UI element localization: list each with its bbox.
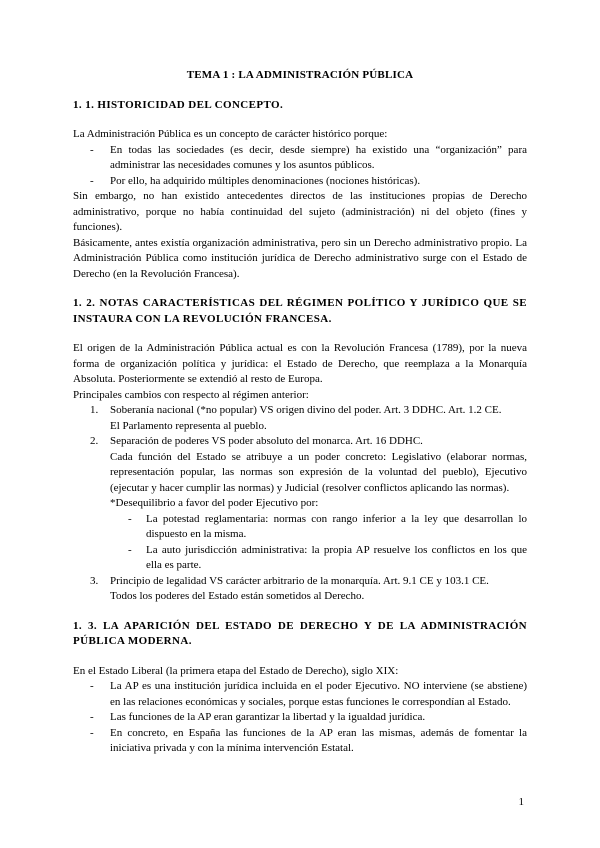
section-1-heading: 1. 1. HISTORICIDAD DEL CONCEPTO. — [73, 98, 284, 111]
numbered-item-detail: El Parlamento representa al pueblo. — [110, 419, 267, 432]
list-item — [73, 143, 527, 174]
page-number: 1 — [518, 796, 524, 808]
bullet-marker: - — [128, 512, 132, 525]
list-item — [73, 726, 527, 757]
numbered-item — [73, 574, 527, 605]
bullet-marker: - — [90, 711, 94, 723]
section-2-paragraph: Principales cambios con respecto al régimen anterior: — [73, 388, 309, 401]
section-1-intro: La Administración Pública es un concepto de carácter histórico porque: — [73, 128, 388, 140]
list-item-text: En todas las sociedades (es decir, desde siempre) ha existido una “organización” para administrar las necesidades comunes y los asuntos públicos. — [110, 143, 527, 171]
item-number: 2. — [90, 435, 99, 447]
numbered-item-text: Separación de poderes VS poder absoluto del monarca. Art. 16 DDHC. — [110, 435, 423, 447]
sub-list-item — [73, 543, 527, 574]
item-number: 1. — [90, 404, 99, 416]
numbered-item-text: Soberanía nacional (*no popular) VS origen divino del poder. Art. 3 DDHC. Art. 1.2 CE. — [110, 404, 502, 416]
section-2-heading: 1. 2. NOTAS CARACTERÍSTICAS DEL RÉGIMEN POLÍTICO Y JURÍDICO QUE SE INSTAURA CON LA REVOLUCIÓN FRANCESA. — [73, 297, 527, 325]
section-1-paragraph: Sin embargo, no han existido antecedentes directos de las instituciones propias de Derecho administrativo, porque no había continuidad del sujeto (administración) ni del objeto (fines y funciones). — [73, 190, 527, 233]
section-3-intro: En el Estado Liberal (la primera etapa del Estado de Derecho), siglo XIX: — [73, 664, 399, 677]
section-1-paragraph: Básicamente, antes existía organización administrativa, pero sin un Derecho administrativo propio. La Administración Pública como institución jurídica de Derecho administrativo surge con el Estado de Derecho (en la Revolución Francesa). — [73, 236, 527, 280]
numbered-item — [73, 403, 527, 434]
document-body — [73, 68, 527, 757]
numbered-item-note: *Desequilibrio a favor del poder Ejecutivo por: — [110, 497, 319, 509]
list-item — [73, 679, 527, 710]
bullet-marker: - — [90, 726, 94, 739]
numbered-item — [73, 434, 527, 512]
numbered-item-detail: Cada función del Estado se atribuye a un poder concreto: Legislativo (elaborar normas, representación popular, las normas son expresión de la voluntad del pueblo), Ejecutivo (ejecutar y hacer cumplir las normas) y Judicial (resolver conflictos aplicando las normas). — [110, 450, 527, 494]
list-item-text: Las funciones de la AP eran garantizar la libertad y la igualdad jurídica. — [110, 711, 426, 723]
bullet-marker: - — [128, 543, 132, 556]
list-item-text: La AP es una institución jurídica incluida en el poder Ejecutivo. NO interviene (se abstiene) en las relaciones económicas y sociales, porque estas funciones le correspondían al Estado. — [110, 680, 527, 708]
bullet-marker: - — [90, 174, 94, 187]
sub-list-item — [73, 512, 527, 543]
list-item-text: Por ello, ha adquirido múltiples denominaciones (nociones históricas). — [110, 174, 421, 187]
item-number: 3. — [90, 574, 99, 587]
bullet-marker: - — [90, 143, 94, 156]
bullet-marker: - — [90, 680, 94, 692]
list-item-text: En concreto, en España las funciones de la AP eran las mismas, además de fomentar la iniciativa privada y con la mínima intervención Estatal. — [110, 726, 527, 754]
section-3-heading: 1. 3. LA APARICIÓN DEL ESTADO DE DERECHO Y DE LA ADMINISTRACIÓN PÚBLICA MODERNA. — [73, 619, 527, 647]
sub-list-item-text: La potestad reglamentaria: normas con rango inferior a la ley que desarrollan lo dispuesto en la misma. — [146, 512, 527, 540]
numbered-item-text: Principio de legalidad VS carácter arbitrario de la monarquía. Art. 9.1 CE y 103.1 CE. — [110, 574, 489, 587]
section-2-paragraph: El origen de la Administración Pública actual es con la Revolución Francesa (1789), por la nueva forma de organización política y jurídica: el Estado de Derecho, que reemplaza a la Monarquía Absoluta. Posteriormente se extendió al resto de Europa. — [73, 342, 527, 385]
list-item — [73, 710, 527, 726]
page-title: TEMA 1 : LA ADMINISTRACIÓN PÚBLICA — [186, 69, 414, 81]
sub-list-item-text: La auto jurisdicción administrativa: la propia AP resuelve los conflictos en los que ella es parte. — [146, 543, 527, 571]
list-item — [73, 174, 527, 190]
numbered-item-detail: Todos los poderes del Estado están sometidos al Derecho. — [110, 590, 365, 602]
